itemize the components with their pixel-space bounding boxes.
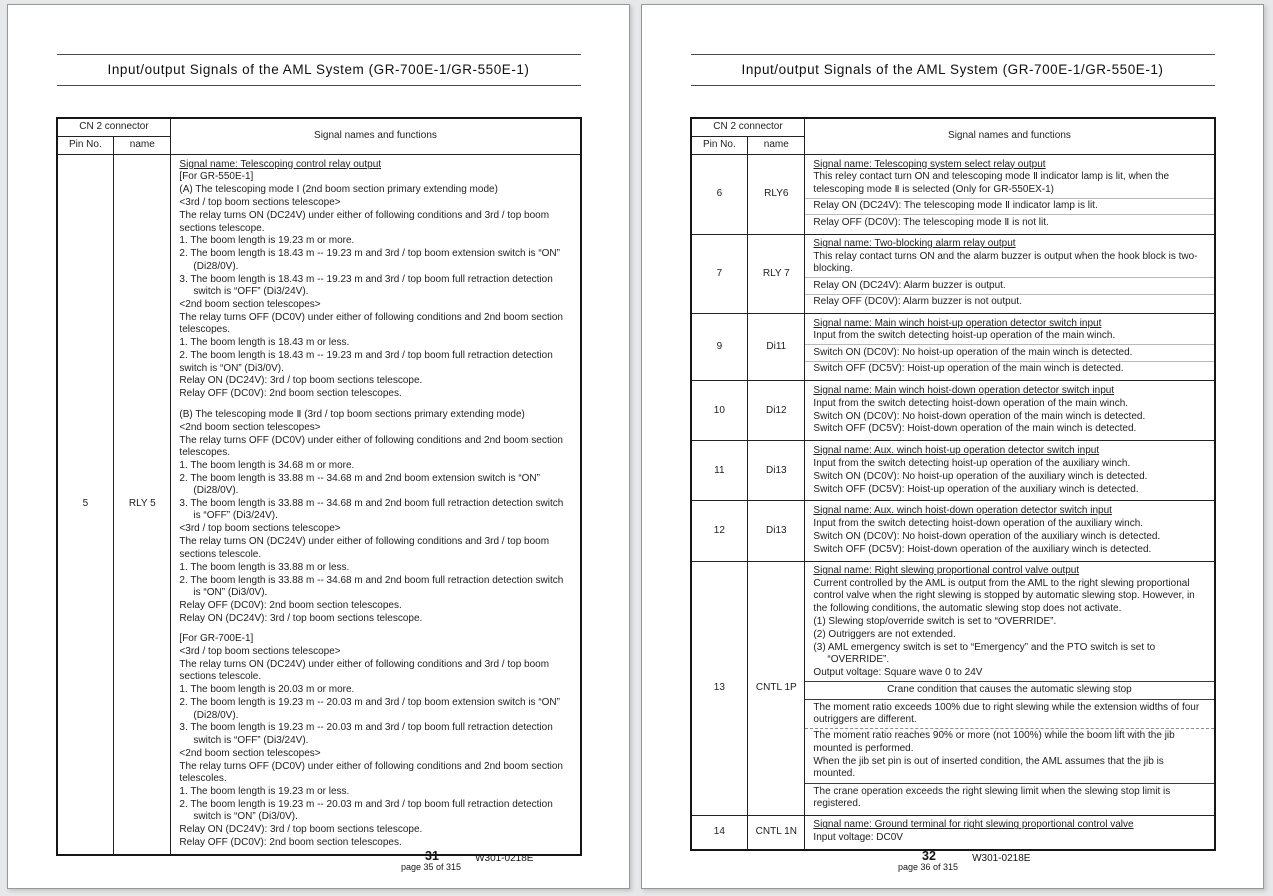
signal-text-line: Switch ON (DC0V): No hoist-down operation of the main winch is detected. xyxy=(813,410,1146,422)
connector-group-header: CN 2 connector xyxy=(57,118,171,137)
subtable-rule xyxy=(805,783,1213,784)
page-of-total: page 36 of 315 xyxy=(898,862,959,872)
signal-text-line: Relay ON (DC24V): 3rd / top boom sections telescope. xyxy=(179,824,423,836)
separator-line xyxy=(805,214,1213,215)
signal-name-line: Signal name: Telescoping system select relay output xyxy=(813,158,1046,170)
signal-list-item: 2. The boom length is 19.23 m -- 20.03 m and 3rd / top boom extension switch is “ON” (Di28/0V). xyxy=(179,697,560,721)
pin-number-cell: 5 xyxy=(57,155,114,856)
page-title: Input/output Signals of the AML System (GR-700E-1/GR-550E-1) xyxy=(57,54,581,86)
pin-number-cell: 14 xyxy=(691,815,748,850)
signal-text-line: Switch OFF (DC5V): Hoist-up operation of the auxiliary winch is detected. xyxy=(813,483,1139,495)
separator-line xyxy=(805,344,1213,345)
signal-text-line: (A) The telescoping mode Ⅰ (2nd boom section primary extending mode) xyxy=(179,184,498,196)
pin-name-cell: Di13 xyxy=(748,501,805,561)
pin-name-cell: RLY 5 xyxy=(114,155,171,856)
signal-text-line: <2nd boom section telescopes> xyxy=(179,421,321,433)
pin-number-cell: 11 xyxy=(691,441,748,501)
signal-text-line: Input from the switch detecting hoist-down operation of the main winch. xyxy=(813,397,1129,409)
table-row xyxy=(691,815,1215,850)
signal-text-line: Relay ON (DC24V): Alarm buzzer is output. xyxy=(813,279,1006,291)
page-number: 32 xyxy=(922,849,936,863)
signal-text-line: The relay turns OFF (DC0V) under either of following conditions and 2nd boom section telescopes. xyxy=(179,311,563,336)
signal-description-cell xyxy=(805,381,1215,441)
signal-text-line: This reley contact turn ON and telescoping mode Ⅱ indicator lamp is lit, when the telescoping mode Ⅱ is selected (Only for GR-550EX-1) xyxy=(813,171,1170,195)
signal-text-line: The moment ratio reaches 90% or more (not 100%) while the boom lift with the jib mounted is performed. xyxy=(813,730,1175,754)
signal-text-line: [For GR-700E-1] xyxy=(179,633,254,645)
signal-name-line: Signal name: Telescoping control relay output xyxy=(179,158,382,170)
separator-line xyxy=(805,294,1213,295)
signal-text-line: Input from the switch detecting hoist-down operation of the auxiliary winch. xyxy=(813,517,1144,529)
signal-text-line: Relay OFF (DC0V): The telescoping mode Ⅱ is not lit. xyxy=(813,216,1049,228)
signal-text-line: Relay ON (DC24V): The telescoping mode Ⅱ indicator lamp is lit. xyxy=(813,200,1098,212)
signal-text-line: Switch ON (DC0V): No hoist-up operation of the auxiliary winch is detected. xyxy=(813,470,1148,482)
table-row xyxy=(691,501,1215,561)
signal-table xyxy=(56,117,582,856)
pin-column-header: Pin No. xyxy=(57,137,114,155)
pin-number-cell: 6 xyxy=(691,155,748,235)
signal-text-line: 1. The boom length is 19.23 m or more. xyxy=(179,235,355,247)
signal-name-line: Signal name: Aux. winch hoist-up operation detector switch input xyxy=(813,444,1100,456)
pin-number-cell: 13 xyxy=(691,561,748,815)
signal-text-line: Current controlled by the AML is output from the AML to the right slewing proportional control valve when the right slewing is stopped by automatic slewing stop. However, in the following conditions, the automatic slewing stop does not activate. xyxy=(813,577,1195,614)
signal-text-line: The crane operation exceeds the right slewing limit when the slewing stop limit is registered. xyxy=(813,785,1171,809)
signal-text-line: The relay turns OFF (DC0V) under either of following conditions and 2nd boom section telescoles. xyxy=(179,760,563,785)
signal-list-item: 3. The boom length is 33.88 m -- 34.68 m and 2nd boom full retraction detection switch is “OFF” (Di3/24V). xyxy=(179,498,564,522)
signal-description-cell xyxy=(805,501,1215,561)
page-footer xyxy=(691,851,1273,872)
signal-text-line: 1. The boom length is 33.88 m or less. xyxy=(179,561,350,573)
signal-table xyxy=(690,117,1216,851)
manual-page-left xyxy=(7,4,630,889)
signal-text-line: <3rd / top boom sections telescope> xyxy=(179,197,341,209)
subtable-rule xyxy=(805,681,1213,682)
signal-text-line: The relay turns OFF (DC0V) under either of following conditions and 2nd boom section telescopes. xyxy=(179,434,563,458)
signal-text-line: (1) Slewing stop/override switch is set to “OVERRIDE”. xyxy=(813,615,1057,627)
signal-text-line: Switch ON (DC0V): No hoist-up operation of the main winch is detected. xyxy=(813,346,1133,358)
pin-number-cell: 10 xyxy=(691,381,748,441)
signal-list-item: 2. The boom length is 18.43 m -- 19.23 m and 3rd / top boom extension switch is “ON” (Di28/0V). xyxy=(179,248,560,272)
connector-group-header: CN 2 connector xyxy=(691,118,805,137)
page-title: Input/output Signals of the AML System (GR-700E-1/GR-550E-1) xyxy=(691,54,1215,86)
table-row xyxy=(691,234,1215,314)
page-of-total: page 35 of 315 xyxy=(401,862,462,872)
signal-text-line: 1. The boom length is 18.43 m or less. xyxy=(179,337,350,349)
separator-line xyxy=(805,361,1213,362)
signal-text-line: Switch OFF (DC5V): Hoist-down operation of the main winch is detected. xyxy=(813,423,1137,435)
signal-text-line: The relay turns ON (DC24V) under either of following conditions and 3rd / top boom sections telescole. xyxy=(179,658,550,683)
signal-text-line: This relay contact turns ON and the alarm buzzer is output when the hook block is two-blocking. xyxy=(813,250,1198,275)
signal-description-cell xyxy=(805,441,1215,501)
signal-list-item: (3) AML emergency switch is set to “Emergency” and the PTO switch is set to “OVERRIDE”. xyxy=(813,641,1156,665)
signal-list-item: 3. The boom length is 18.43 m -- 19.23 m and 3rd / top boom full retraction detection switch is “OFF” (Di3/24V). xyxy=(179,273,553,298)
spacer xyxy=(179,401,571,408)
name-column-header: name xyxy=(114,137,171,155)
signal-name-line: Signal name: Ground terminal for right slewing proportional control valve xyxy=(813,819,1134,831)
separator-line xyxy=(805,277,1213,278)
page-number-block xyxy=(898,851,958,872)
pin-number-cell: 9 xyxy=(691,314,748,381)
table-row xyxy=(57,155,581,856)
pin-number-cell: 7 xyxy=(691,234,748,314)
signal-text-line: Relay ON (DC24V): 3rd / top boom sections telescope. xyxy=(179,612,423,624)
signal-text-line: Input from the switch detecting hoist-up operation of the main winch. xyxy=(813,330,1116,342)
pin-name-cell: CNTL 1N xyxy=(748,815,805,850)
pin-name-cell: Di11 xyxy=(748,314,805,381)
signal-description-cell xyxy=(805,815,1215,850)
signal-column-header: Signal names and functions xyxy=(171,118,581,155)
signal-text-line: Relay OFF (DC0V): 2nd boom section telescopes. xyxy=(179,388,402,400)
pin-name-cell: RLY 7 xyxy=(748,234,805,314)
signal-description-cell xyxy=(805,561,1215,815)
separator-line xyxy=(805,198,1213,199)
signal-text-line: Switch OFF (DC5V): Hoist-down operation of the auxiliary winch is detected. xyxy=(813,543,1152,555)
subtable-header: Crane condition that causes the automatic slewing stop xyxy=(887,684,1132,696)
signal-text-line: Relay OFF (DC0V): 2nd boom section telescopes. xyxy=(179,837,402,849)
signal-name-line: Signal name: Main winch hoist-down operation detector switch input xyxy=(813,384,1115,396)
page-number-block xyxy=(401,851,461,872)
page-number: 31 xyxy=(425,849,439,863)
dashed-separator xyxy=(805,728,1213,729)
signal-text-line: 2. The boom length is 18.43 m -- 19.23 m and 3rd / top boom full retraction detection switch is “ON” (Di3/0V). xyxy=(179,350,553,374)
table-row xyxy=(691,441,1215,501)
signal-text-line: <3rd / top boom sections telescope> xyxy=(179,523,341,535)
signal-description-cell xyxy=(805,314,1215,381)
name-column-header: name xyxy=(748,137,805,155)
signal-list-item: 2. The boom length is 19.23 m -- 20.03 m and 3rd / top boom full retraction detection switch is “ON” (Di3/0V). xyxy=(179,798,553,823)
signal-list-item: 2. The boom length is 33.88 m -- 34.68 m and 2nd boom full retraction detection switch is “ON” (Di3/0V). xyxy=(179,574,564,598)
signal-text-line: (2) Outriggers are not extended. xyxy=(813,628,956,640)
signal-name-line: Signal name: Two-blocking alarm relay output xyxy=(813,238,1016,250)
signal-description-cell xyxy=(805,234,1215,314)
document-code: W301-0218E xyxy=(475,853,534,864)
signal-text-line: <3rd / top boom sections telescope> xyxy=(179,646,341,658)
table-row xyxy=(691,381,1215,441)
table-row xyxy=(691,155,1215,235)
signal-text-line: 1. The boom length is 19.23 m or less. xyxy=(179,786,350,797)
signal-text-line: The relay turns ON (DC24V) under either of following conditions and 3rd / top boom sections telescope. xyxy=(179,210,550,234)
signal-text-line: Output voltage: Square wave 0 to 24V xyxy=(813,666,983,678)
signal-text-line: <2nd boom section telescopes> xyxy=(179,298,321,310)
pin-name-cell: CNTL 1P xyxy=(748,561,805,815)
signal-text-line: The moment ratio exceeds 100% due to right slewing while the extension widths of four outriggers are different. xyxy=(813,701,1200,726)
signal-list-item: 3. The boom length is 19.23 m -- 20.03 m and 3rd / top boom full retraction detection switch is “OFF” (Di3/24V). xyxy=(179,722,553,746)
table-header-row xyxy=(691,118,1215,137)
subtable-rule xyxy=(805,699,1213,700)
document-code: W301-0218E xyxy=(972,853,1031,864)
pin-name-cell: RLY6 xyxy=(748,155,805,235)
signal-description-cell xyxy=(171,155,581,856)
signal-text-line: Input voltage: DC0V xyxy=(813,832,903,844)
pin-name-cell: Di12 xyxy=(748,381,805,441)
signal-text-line: Switch OFF (DC5V): Hoist-up operation of the main winch is detected. xyxy=(813,363,1124,375)
signal-list-item: 2. The boom length is 33.88 m -- 34.68 m and 2nd boom extension switch is “ON” (Di28/0V). xyxy=(179,472,540,497)
table-row xyxy=(691,314,1215,381)
signal-text-line: 1. The boom length is 20.03 m or more. xyxy=(179,684,355,696)
manual-page-right xyxy=(641,4,1264,889)
signal-text-line: <2nd boom section telescopes> xyxy=(179,747,321,759)
signal-name-line: Signal name: Right slewing proportional control valve output xyxy=(813,565,1080,577)
pin-column-header: Pin No. xyxy=(691,137,748,155)
signal-text-line: When the jib set pin is out of inserted condition, the AML assumes that the jib is mounted. xyxy=(813,755,1164,780)
signal-text-line: (B) The telescoping mode Ⅱ (3rd / top boom sections primary extending mode) xyxy=(179,408,525,420)
pin-number-cell: 12 xyxy=(691,501,748,561)
table-header-row xyxy=(57,118,581,137)
signal-text-line: Relay OFF (DC0V): 2nd boom section telescopes. xyxy=(179,599,402,611)
signal-text-line: [For GR-550E-1] xyxy=(179,171,254,183)
signal-text-line: Relay OFF (DC0V): Alarm buzzer is not output. xyxy=(813,296,1022,308)
signal-column-header: Signal names and functions xyxy=(805,118,1215,155)
signal-name-line: Signal name: Main winch hoist-up operation detector switch input xyxy=(813,317,1102,329)
spacer xyxy=(179,626,571,633)
signal-text-line: 1. The boom length is 34.68 m or more. xyxy=(179,459,355,471)
signal-text-line: Relay ON (DC24V): 3rd / top boom sections telescope. xyxy=(179,375,423,387)
table-row xyxy=(691,561,1215,815)
signal-text-line: The relay turns ON (DC24V) under either of following conditions and 3rd / top boom sections telescole. xyxy=(179,536,550,560)
signal-text-line: Switch ON (DC0V): No hoist-down operation of the auxiliary winch is detected. xyxy=(813,530,1161,542)
signal-description-cell xyxy=(805,155,1215,235)
signal-name-line: Signal name: Aux. winch hoist-down operation detector switch input xyxy=(813,504,1112,516)
signal-text-line: Input from the switch detecting hoist-up operation of the auxiliary winch. xyxy=(813,457,1131,469)
pin-name-cell: Di13 xyxy=(748,441,805,501)
